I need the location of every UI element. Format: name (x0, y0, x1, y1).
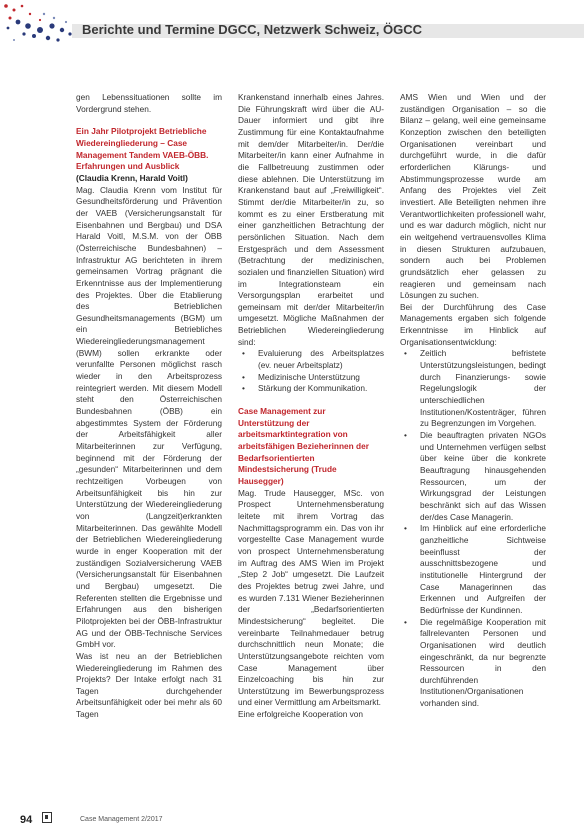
page-number: 94 (20, 814, 33, 826)
list-item: • Die regelmäßige Kooperation mit fallrelevanten Personen und Organisationen wird deutlich eingeschränkt, da nur begrenzte Ressourcen in den durchführenden Institutionen/Organisationen vorhanden sind. (404, 616, 546, 709)
paragraph: Was ist neu an der Betrieblichen Wiedereingliederung im Rahmen des Projekts? Der Intake erfolgt nach 31 Tagen durchgehender Arbeitsunfähigkeit oder bei mehr als 60 Tagen (76, 650, 222, 720)
page-header (0, 0, 584, 46)
list-item: • Zeitlich befristete Unterstützungsleistungen, bedingt durch Finanzierungs- sowie Regelungslogik der unterschiedlichen Institutionen/Kostenträger, führen zu Begrenzungen im Vorgehen. (404, 348, 546, 429)
header-title: Berichte und Termine DGCC, Netzwerk Schweiz, ÖGCC (82, 22, 422, 37)
paragraph: Mag. Trude Hausegger, MSc. von Prospect Unternehmensberatung leitete mit ihrem Vortrag das Nachmittagsprogramm ein. Das von ihr vorgestellte Case Management wurde von prospect Unternehmensberatung im Auftrag des AMS Wien im Projekt „Step 2 Job“ umgesetzt. Die Laufzeit des Projektes betrug zwei Jahre, und es wurden 7.131 Wiener Bezieherinnen der „Bedarfsorientierten Mindestsicherung“ begleitet. Die vereinbarte Teilnahmedauer betrug durchschnittlich neun Monate; die Unterstützungsangebote reichten vom Case Management über Einzelcoaching bis hin zur Unterstützung im Bewerbungsprozess und einer Vermittlung am Arbeitsmarkt. (238, 487, 384, 708)
column-3 (400, 92, 546, 710)
paragraph: Bei der Durchführung des Case Managements ergaben sich folgende Erkenntnisse im Hinblick auf Organisationsentwicklung: (400, 301, 546, 347)
section-heading-pilot: Ein Jahr Pilotprojekt Betriebliche Wiedereingliederung – Case Management Tandem VAEB-ÖBB. Erfahrungen und Ausblick (76, 126, 209, 172)
bullet-icon: • (242, 371, 245, 382)
bullet-icon: • (242, 348, 245, 359)
journal-name: Case Management 2/2017 (80, 816, 163, 823)
intro-paragraph: gen Lebenssituationen sollte im Vordergrund stehen. (76, 92, 222, 114)
section-heading-case-management: Case Management zur Unterstützung der arbeitsmarktintegration von arbeitsfähigen Bezieherinnen der Bedarfsorientierten Mindestsicherung (Trude Hausegger) (238, 406, 369, 486)
section-authors: (Claudia Krenn, Harald Voitl) (76, 172, 188, 183)
bullet-icon: • (404, 430, 407, 441)
bullet-icon: • (404, 523, 407, 534)
journal-logo-icon (42, 812, 52, 823)
bullet-icon: • (242, 383, 245, 394)
dot-pattern-icon (0, 0, 84, 46)
bullet-icon: • (404, 348, 407, 359)
list-item: • Stärkung der Kommunikation. (242, 383, 368, 394)
measures-list (238, 348, 384, 395)
paragraph: AMS Wien und Wien und der zuständigen Organisation – so die Bilanz – gelang, weil eine gemeinsame Konzeption zwischen den beteiligten Organisationen vereinbart und durchgeführt wurde, in die dafür erforderlichen Klärungs- und Abstimmungsprozesse wurde am Anfang des Projektes viel Zeit investiert. Alle Beteiligten nehmen ihre Verantwortlichkeiten professionell wahr, und es war dadurch möglich, nicht nur ein weitgehend vertrauensvolles Klima in diesen Strukturen aufzubauen, sondern auch bei Problemen grundsätzlich eher gelassen zu reagieren und gemeinsam nach Lösungen zu suchen. (400, 92, 546, 301)
page-footer (20, 812, 580, 828)
bullet-icon: • (404, 616, 407, 627)
list-item: • Im Hinblick auf eine erforderliche ganzheitliche Sichtweise beeinflusst der ausschnittsbezogene und institutionelle Hintergrund der Case Managerinnen das Erkennen und Aufgreifen der Bedürfnisse der Kundinnen. (404, 523, 546, 615)
list-item: • Evaluierung des Arbeitsplatzes (ev. neuer Arbeitsplatz) (242, 348, 384, 371)
column-1 (76, 92, 222, 721)
findings-list (400, 348, 546, 709)
column-2 (238, 92, 384, 721)
paragraph: Krankenstand innerhalb eines Jahres. Die Führungskraft wird über die AU-Dauer informiert und gibt ihre Zustimmung für eine Kontaktaufnahme mit dem/der Mitarbeiter/in. Der/die Mitarbeiter/in kann einer Aufnahme in die Fallbetreuung zustimmen oder diese ablehnen. Die Unterstützung im Krankenstand baut auf „Freiwilligkeit“. Stimmt der/die Mitarbeiter/in zu, so kommt es zu einer Erstberatung mit einer ganzheitlichen Betrachtung der persönlichen Situation. Nach dem Erstgespräch und dem Assessment (Betrachtung der medizinischen, sozialen und finanziellen Situation) wird im Integrationsteam ein Versorgungsplan erarbeitet und gemeinsam mit der/der Mitarbeiter/in umgesetzt. Mögliche Maßnahmen der Betrieblichen Wiedereingliederung sind: (238, 92, 384, 347)
paragraph: Eine erfolgreiche Kooperation von (238, 709, 363, 720)
list-item: • Medizinische Unterstützung (242, 371, 360, 382)
paragraph: Mag. Claudia Krenn vom Institut für Gesundheitsförderung und Prävention der VAEB (Versicherungsanstalt für Eisenbahnen und Bergbau) und DSA Harald Voitl, M.S.M. von der ÖBB (Österreichische Bundesbahnen) – Infrastruktur AG berichteten in ihrem gemeinsamen Vortrag prägnant die Erkenntnisse aus der Implementierung des Projektes. Über die Etablierung des Betrieblichen Gesundheitsmanagements (BGM) um ein Betriebliches Wiedereingliederungsmanagement (BWM) sollen erkrankte oder verunfallte Personen möglichst rasch wieder in den Arbeitsprozess reintegriert werden. Mit diesem Modell steht den Österreichischen Bundesbahnen (ÖBB) ein abgestimmtes System der Förderung der Arbeitsfähigkeit aller Mitarbeiterinnen zur Verfügung, beginnend mit der Förderung der „gesunden“ Mitarbeiterinnen und dem rechtzeitigen Vorbeugen von Arbeitsunfähigkeit bis hin zur Unterstützung der Wiedereingliederung von (Langzeit)erkrankten Mitarbeiterinnen. Das gewählte Modell der Betrieblichen Wiedereingliederung wurde in enger Kooperation mit der zuständigen Sozialversicherung VAEB (Versicherungsanstalt für Eisenbahnen und Bergbau) umgesetzt. Die Referenten stellten die Ergebnisse und Erfahrungen aus den bisherigen Pilotprojekten bei der ÖBB-Infrastruktur AG und der ÖBB-Technische Services GmbH vor. (76, 184, 222, 650)
list-item: • Die beauftragten privaten NGOs und Unternehmen verfügen selbst über keine über die konkrete Beauftragung hinausgehenden Ressourcen, um der Wirkungsgrad der Leistungen beschränkt sich auf das Wissen der/des Case Managerin. (404, 430, 546, 522)
